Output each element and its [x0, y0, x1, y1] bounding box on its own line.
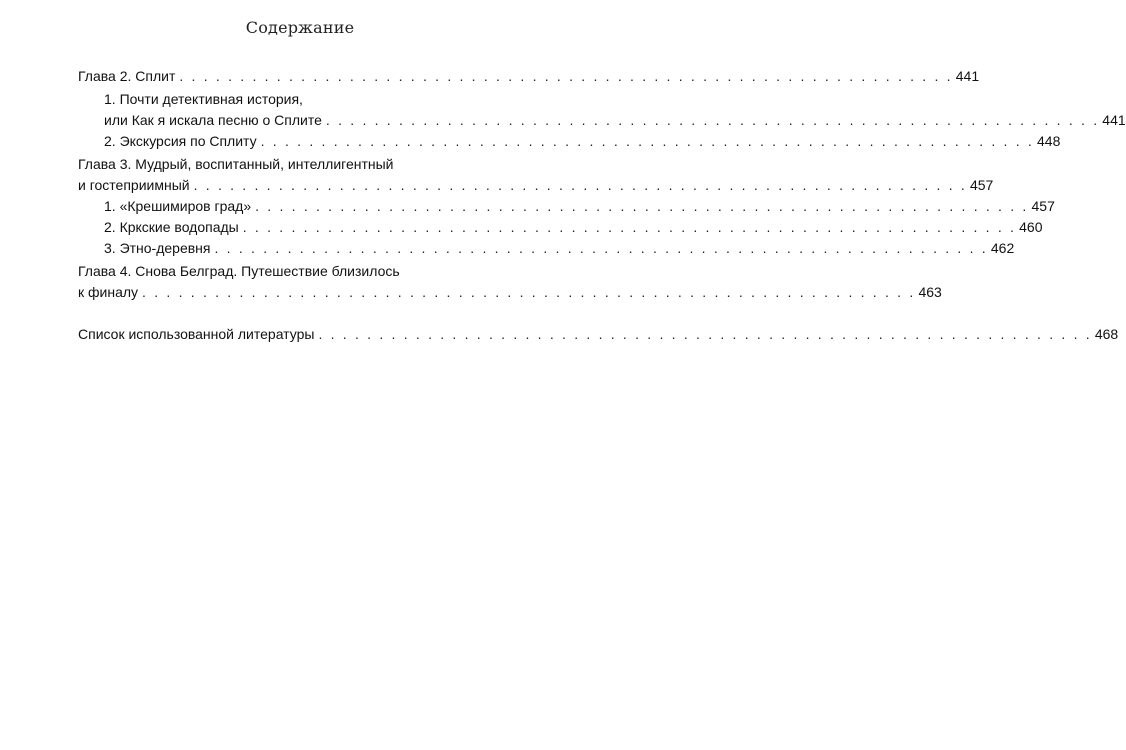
toc-entry-title: 3. Этно-деревня: [104, 240, 211, 256]
toc-page-number: 460: [1019, 219, 1043, 235]
dot-leader: . . . . . . . . . . . . . . . . . . . . . . . . . . . . . . . . . . . . . . . . . . . . . . . . . . . . . . . . . . . . . . . .: [142, 284, 916, 300]
toc-entry-3-2[interactable]: [78, 217, 1043, 238]
toc-entry-title: 2. Кркские водопады: [104, 219, 239, 235]
toc-entry-title: Глава 2. Сплит: [78, 68, 176, 84]
page-title: Содержание: [245, 18, 355, 37]
dot-leader: . . . . . . . . . . . . . . . . . . . . . . . . . . . . . . . . . . . . . . . . . . . . . . . . . . . . . . . . . . . . . . . .: [242, 219, 1017, 235]
toc-page-number: 441: [955, 68, 980, 84]
toc-page-number: 448: [1037, 133, 1061, 149]
toc-entry-title: Глава 3. Мудрый, воспитанный, интеллигентный: [78, 156, 394, 172]
toc-entry-title-cont: или Как я искала песню о Сплите: [104, 112, 322, 128]
toc-page-number: 468: [1094, 326, 1119, 342]
toc-page-number: 457: [969, 177, 994, 193]
toc-entry-chapter-4[interactable]: [78, 261, 942, 303]
toc-entry-2-1[interactable]: [78, 89, 1126, 131]
toc-page-number: 462: [990, 240, 1015, 256]
dot-leader: . . . . . . . . . . . . . . . . . . . . . . . . . . . . . . . . . . . . . . . . . . . . . . . . . . . . . . . . . . . . . . . .: [318, 326, 1092, 342]
toc-entry-title-cont: и гостеприимный: [78, 177, 190, 193]
toc-entry-title-cont: к финалу: [78, 284, 139, 300]
dot-leader: . . . . . . . . . . . . . . . . . . . . . . . . . . . . . . . . . . . . . . . . . . . . . . . . . . . . . . . . . . . . . . . .: [260, 133, 1035, 149]
dot-leader: . . . . . . . . . . . . . . . . . . . . . . . . . . . . . . . . . . . . . . . . . . . . . . . . . . . . . . . . . . . . . . . .: [255, 198, 1029, 214]
dot-leader: . . . . . . . . . . . . . . . . . . . . . . . . . . . . . . . . . . . . . . . . . . . . . . . . . . . . . . . . . . . . . . . .: [179, 68, 953, 84]
toc-entry-title: 2. Экскурсия по Сплиту: [104, 133, 257, 149]
toc-entry-chapter-3[interactable]: [78, 154, 994, 196]
toc-entry-title: Список использованной литературы: [78, 326, 315, 342]
toc-entry-title: 1. Почти детективная история,: [104, 91, 303, 107]
dot-leader: . . . . . . . . . . . . . . . . . . . . . . . . . . . . . . . . . . . . . . . . . . . . . . . . . . . . . . . . . . . . . . . .: [325, 112, 1100, 128]
toc-entry-title: 1. «Крешимиров град»: [104, 198, 252, 214]
toc-entry-3-3[interactable]: [78, 238, 1015, 259]
dot-leader: . . . . . . . . . . . . . . . . . . . . . . . . . . . . . . . . . . . . . . . . . . . . . . . . . . . . . . . . . . . . . . . .: [214, 240, 988, 256]
toc-page-number: 457: [1031, 198, 1055, 214]
toc-page-number: 441: [1102, 112, 1126, 128]
dot-leader: . . . . . . . . . . . . . . . . . . . . . . . . . . . . . . . . . . . . . . . . . . . . . . . . . . . . . . . . . . . . . . . .: [193, 177, 967, 193]
toc-entry-3-1[interactable]: [78, 196, 1055, 217]
toc-entry-2-2[interactable]: [78, 131, 1061, 152]
toc-entry-title: Глава 4. Снова Белград. Путешествие близилось: [78, 263, 400, 279]
table-of-contents: [78, 66, 1126, 345]
toc-entry-chapter-2[interactable]: [78, 66, 980, 87]
toc-entry-references[interactable]: [78, 324, 1119, 345]
toc-page-number: 463: [918, 284, 942, 300]
